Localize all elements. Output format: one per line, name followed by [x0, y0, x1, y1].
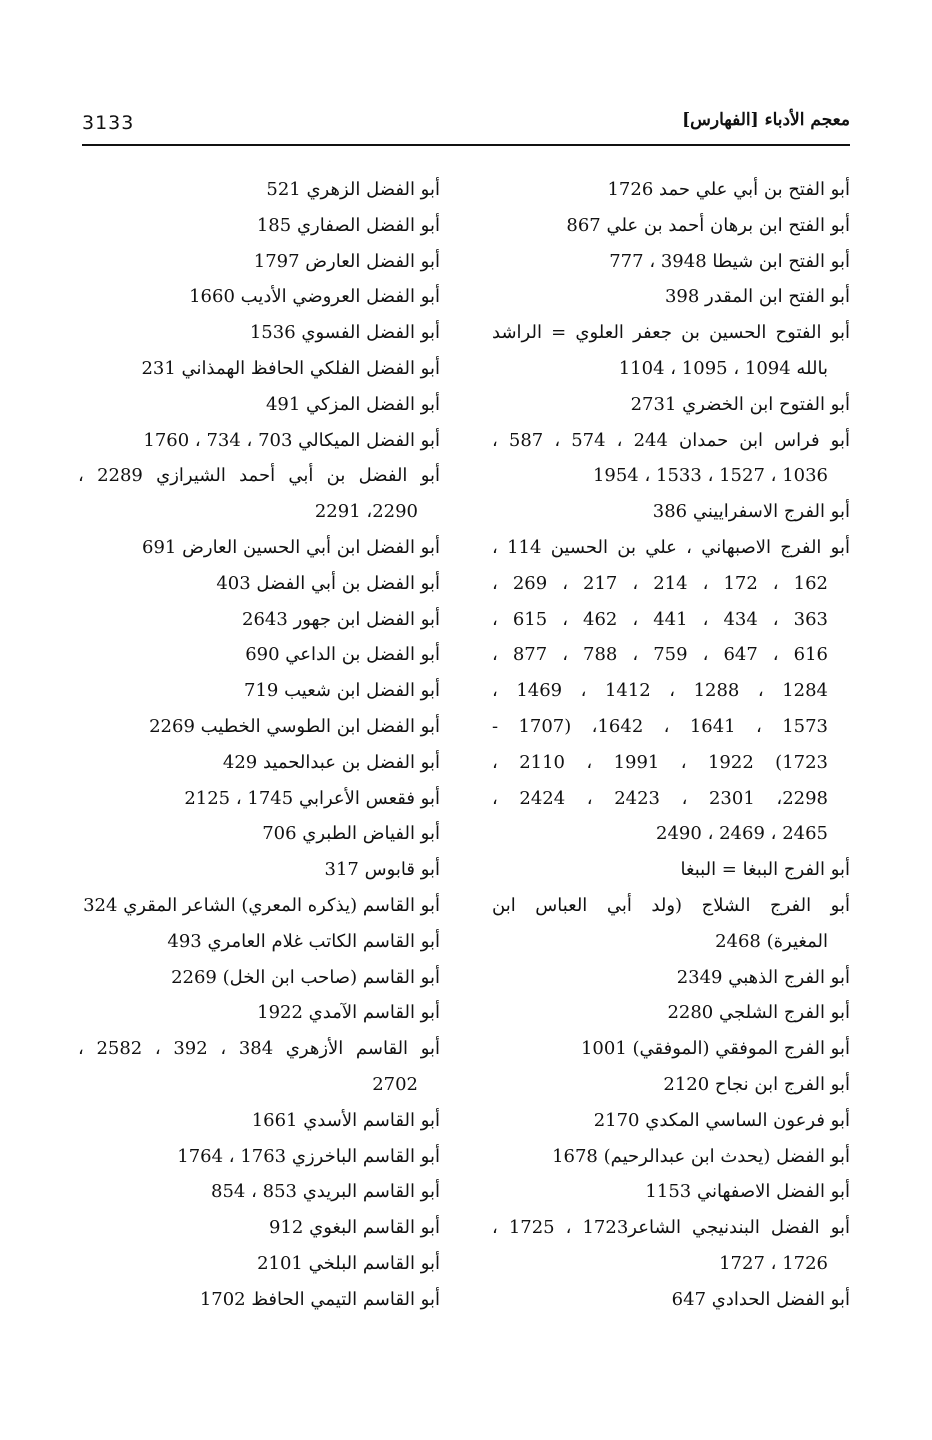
index-entry — [78, 244, 440, 280]
index-entry — [78, 351, 440, 387]
index-entry — [492, 995, 850, 1031]
entry-line: أبو القاسم الآمدي 1922 — [257, 1002, 440, 1024]
entry-line: أبو الفضل بن عبدالحميد 429 — [222, 751, 440, 773]
index-entry — [78, 637, 440, 673]
page-header — [82, 110, 850, 146]
entry-line: أبو الفضل الميكالي 703 ، 734 ، 1760 — [143, 429, 440, 451]
index-entry — [78, 1031, 440, 1103]
index-entry — [78, 1282, 440, 1318]
entry-continuation-line: 363 ، 434 ، 441 ، 462 ، 615 ، — [492, 608, 828, 630]
index-entry — [78, 387, 440, 423]
index-entry — [78, 1103, 440, 1139]
index-entry — [78, 279, 440, 315]
entry-line: أبو الفضل الفسوي 1536 — [249, 322, 440, 344]
index-entry — [492, 423, 850, 495]
entry-line: أبو الفرج الذهبي 2349 — [676, 966, 850, 988]
index-entry — [78, 458, 440, 530]
entry-line: أبو الفضل الزهري 521 — [266, 179, 440, 200]
index-entry — [78, 888, 440, 924]
entry-line: أبو الفضل الفلكي الحافظ الهمذاني 231 — [141, 357, 440, 379]
entry-line: أبو الفضل ابن أبي الحسين العارض 691 — [142, 536, 440, 558]
entry-continuation-line: 162 ، 172 ، 214 ، 217 ، 269 ، — [492, 572, 828, 594]
index-entry — [492, 888, 850, 960]
index-entry — [492, 1174, 850, 1210]
index-entry — [78, 781, 440, 817]
index-entry — [78, 602, 440, 638]
entry-line: أبو القاسم البريدي 853 ، 854 — [211, 1181, 440, 1203]
entry-line: أبو الفتح ابن برهان أحمد بن علي 867 — [566, 214, 850, 236]
entry-line: أبو القاسم الأسدي 1661 — [251, 1109, 440, 1131]
entry-line: أبو فرعون الساسي المكدي 2170 — [593, 1109, 850, 1131]
index-entry — [492, 530, 850, 852]
index-entry — [492, 1103, 850, 1139]
index-entry — [78, 1139, 440, 1175]
entry-line: أبو القاسم الكاتب غلام العامري 493 — [167, 930, 440, 952]
index-entry — [492, 1139, 850, 1175]
entry-continuation-line: 1036 ، 1527 ، 1533 ، 1954 — [592, 465, 828, 487]
entry-line: أبو القاسم البلخي 2101 — [257, 1252, 440, 1274]
index-entry — [492, 244, 850, 280]
index-entry — [78, 566, 440, 602]
index-entry — [78, 1210, 440, 1246]
entry-line: أبو الفضل العارض 1797 — [253, 250, 440, 272]
index-column-right — [492, 172, 850, 1318]
index-entry — [492, 1210, 850, 1282]
index-entry — [492, 279, 850, 315]
entry-line: أبو فراس ابن حمدان 244 ، 574 ، 587 ، — [492, 429, 850, 451]
entry-line: أبو الفضل ابن جهور 2643 — [242, 608, 440, 630]
index-column-left — [78, 172, 440, 1318]
entry-continuation-line: المغيرة) 2468 — [715, 930, 828, 952]
index-entry — [78, 315, 440, 351]
entry-line: أبو الفتح ابن شيطا 3948 ، 777 — [609, 250, 850, 272]
entry-line: أبو الفضل البندنيجي الشاعر1723 ، 1725 ، — [492, 1217, 850, 1239]
entry-line: أبو الفتح بن أبي علي حمد 1726 — [607, 179, 850, 200]
entry-continuation-line: 2290، 2291 — [314, 501, 418, 523]
index-entry — [78, 995, 440, 1031]
entry-line: أبو الفتوح ابن الخضري 2731 — [630, 393, 850, 415]
index-entry — [78, 208, 440, 244]
running-title: معجم الأدباء [الفهارس] — [682, 110, 850, 130]
entry-line: أبو الفضل بن أبي الفضل 403 — [216, 572, 440, 594]
entry-line: أبو الفضل المزكي 491 — [265, 393, 440, 415]
entry-line: أبو الفرج الببغا = الببغا — [680, 859, 850, 881]
entry-line: أبو الفرج الموفقي (الموفقي) 1001 — [580, 1038, 850, 1060]
entry-line: أبو الفتوح الحسين بن جعفر العلوي = الراشد — [492, 322, 850, 344]
index-entry — [492, 208, 850, 244]
entry-line: أبو الفرج الاصبهاني ، علي بن الحسين 114 ، — [492, 536, 850, 558]
entry-line: أبو الفياض الطبري 706 — [262, 823, 440, 845]
entry-line: أبو الفرج الاسفراييني 386 — [652, 501, 850, 523]
index-entry — [78, 1174, 440, 1210]
entry-line: أبو الفرج ابن نجاح 2120 — [663, 1073, 850, 1095]
index-entry — [492, 1031, 850, 1067]
entry-line: أبو القاسم التيمي الحافظ 1702 — [199, 1288, 440, 1310]
page-number: 3133 — [82, 112, 135, 134]
entry-continuation-line: 1723) 1922 ، 1991 ، 2110 ، — [492, 751, 828, 773]
entry-line: أبو الفضل بن الداعي 690 — [245, 644, 440, 666]
index-entry — [78, 530, 440, 566]
entry-line: أبو الفضل الاصفهاني 1153 — [645, 1181, 850, 1203]
index-entry — [78, 172, 440, 208]
entry-line: أبو الفرج الشلاج (ولد أبي العباس ابن — [492, 894, 850, 916]
entry-line: أبو الفضل الصفاري 185 — [256, 214, 440, 236]
entry-continuation-line: 1284 ، 1288 ، 1412 ، 1469 ، — [492, 680, 828, 702]
index-entry — [78, 1246, 440, 1282]
entry-continuation-line: 2702 — [372, 1073, 418, 1095]
entry-line: أبو الفضل بن أبي أحمد الشيرازي 2289 ، — [78, 465, 440, 487]
entry-continuation-line: 616 ، 647 ، 759 ، 788 ، 877 ، — [492, 644, 828, 666]
index-entry — [492, 960, 850, 996]
entry-line: أبو فقعس الأعرابي 1745 ، 2125 — [184, 787, 440, 809]
entry-continuation-line: بالله 1094 ، 1095 ، 1104 — [618, 357, 828, 379]
entry-line: أبو الفرج الشلجي 2280 — [667, 1002, 850, 1024]
index-entry — [492, 1067, 850, 1103]
index-entry — [78, 816, 440, 852]
entry-line: أبو الفضل العروضي الأديب 1660 — [189, 286, 440, 308]
index-entry — [78, 423, 440, 459]
index-entry — [78, 673, 440, 709]
index-entry — [492, 172, 850, 208]
entry-line: أبو القاسم الباخرزي 1763 ، 1764 — [177, 1145, 440, 1167]
index-entry — [78, 852, 440, 888]
entry-line: أبو الفضل (يحدث ابن عبدالرحيم) 1678 — [552, 1145, 850, 1167]
entry-continuation-line: 1726 ، 1727 — [719, 1252, 828, 1274]
index-entry — [492, 387, 850, 423]
index-entry — [78, 960, 440, 996]
index-entry — [78, 709, 440, 745]
entry-line: أبو قابوس 317 — [324, 859, 440, 881]
entry-line: أبو القاسم (يذكره المعري) الشاعر المقري 324 — [83, 894, 440, 916]
entry-line: أبو القاسم البغوي 912 — [269, 1217, 440, 1239]
entry-continuation-line: 2298، 2301 ، 2423 ، 2424 ، — [492, 787, 828, 809]
entry-line: أبو القاسم (صاحب ابن الخل) 2269 — [171, 966, 440, 988]
index-entry — [492, 852, 850, 888]
index-entry — [78, 924, 440, 960]
entry-line: أبو الفضل ابن الطوسي الخطيب 2269 — [149, 715, 440, 737]
entry-line: أبو الفضل الحدادي 647 — [671, 1288, 850, 1310]
index-entry — [78, 745, 440, 781]
entry-line: أبو الفضل ابن شعيب 719 — [244, 680, 440, 702]
index-entry — [492, 1282, 850, 1318]
index-entry — [492, 315, 850, 387]
entry-line: أبو الفتح ابن المقدر 398 — [664, 286, 850, 308]
index-entry — [492, 494, 850, 530]
entry-continuation-line: 1573 ، 1641 ، 1642، (1707 - — [492, 715, 828, 737]
entry-line: أبو القاسم الأزهري 384 ، 392 ، 2582 ، — [78, 1038, 440, 1060]
entry-continuation-line: 2465 ، 2469 ، 2490 — [656, 823, 828, 845]
